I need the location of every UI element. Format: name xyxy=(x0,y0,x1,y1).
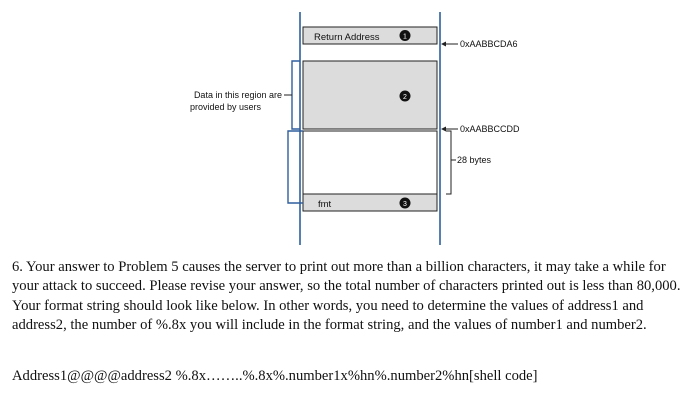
marker-1-label: 1 xyxy=(403,33,407,41)
gap-size-label: 28 bytes xyxy=(457,155,492,165)
gap-brace xyxy=(446,131,451,194)
address-top-label: 0xAABBCDA6 xyxy=(460,39,518,49)
user-data-region xyxy=(303,61,437,129)
user-region-bracket xyxy=(292,61,300,129)
return-address-label: Return Address xyxy=(314,32,380,43)
fmt-label: fmt xyxy=(318,199,332,210)
address-top-arrowhead xyxy=(441,42,446,47)
marker-3-label: 3 xyxy=(403,201,407,208)
question-text: 6. Your answer to Problem 5 causes the server to print out more than a billion characters, it may take a while for your attack to succeed. Please revise your answer, so the total number of characters printed out is less than 80,000. Your format string should look like below. In other words, you need to determine the values of address1 and address2, the number of %.8x you will include in the format string, and the values of number1 and number2. xyxy=(12,259,681,334)
gap-region xyxy=(303,131,437,194)
address-mid-arrowhead xyxy=(441,127,446,132)
marker-2-label: 2 xyxy=(403,94,407,101)
address-mid-label: 0xAABBCCDD xyxy=(460,124,520,134)
user-region-label-line2: provided by users xyxy=(189,102,261,112)
user-region-label-line1: Data in this region are xyxy=(193,90,282,100)
format-string-example: Address1@@@@address2 %.8x……..%.8x%.number1x%hn%.number2%hn[shell code] xyxy=(12,368,538,384)
